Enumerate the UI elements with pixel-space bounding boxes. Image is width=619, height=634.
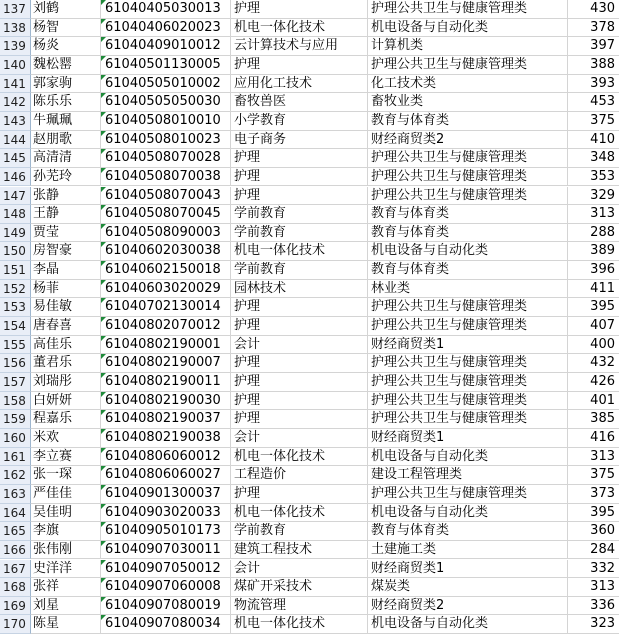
row-header[interactable]: 167 xyxy=(0,560,31,579)
major-cell[interactable]: 学前教育 xyxy=(231,205,368,224)
score-cell[interactable]: 348 xyxy=(568,149,619,168)
name-cell[interactable]: 贾莹 xyxy=(31,224,101,243)
major-cell[interactable]: 机电一体化技术 xyxy=(231,615,368,634)
score-cell[interactable]: 416 xyxy=(568,429,619,448)
major-cell[interactable]: 电子商务 xyxy=(231,131,368,150)
table-row xyxy=(0,261,619,280)
id-cell[interactable]: 61040802190011 xyxy=(101,373,231,392)
major-cell[interactable]: 护理 xyxy=(231,56,368,75)
row-header[interactable]: 158 xyxy=(0,392,31,411)
name-cell[interactable]: 刘瑞彤 xyxy=(31,373,101,392)
score-cell[interactable]: 378 xyxy=(568,19,619,38)
category-cell[interactable]: 护理公共卫生与健康管理类 xyxy=(368,56,568,75)
table-row xyxy=(0,280,619,299)
id-cell[interactable]: 61040505050030 xyxy=(101,93,231,112)
id-cell[interactable]: 61040802190030 xyxy=(101,392,231,411)
score-cell[interactable]: 453 xyxy=(568,93,619,112)
table-row xyxy=(0,37,619,56)
name-cell[interactable]: 高佳乐 xyxy=(31,336,101,355)
category-cell[interactable]: 财经商贸类2 xyxy=(368,131,568,150)
table-row xyxy=(0,541,619,560)
score-cell[interactable]: 313 xyxy=(568,578,619,597)
table-row xyxy=(0,205,619,224)
category-cell[interactable]: 护理公共卫生与健康管理类 xyxy=(368,0,568,19)
row-header[interactable]: 169 xyxy=(0,597,31,616)
score-cell[interactable]: 323 xyxy=(568,615,619,634)
id-cell[interactable]: 61040406020023 xyxy=(101,19,231,38)
category-cell[interactable]: 机电设备与自动化类 xyxy=(368,448,568,467)
score-cell[interactable]: 375 xyxy=(568,466,619,485)
name-cell[interactable]: 易佳敏 xyxy=(31,298,101,317)
name-cell[interactable]: 董君乐 xyxy=(31,354,101,373)
row-header[interactable]: 154 xyxy=(0,317,31,336)
major-cell[interactable]: 学前教育 xyxy=(231,522,368,541)
category-cell[interactable]: 护理公共卫生与健康管理类 xyxy=(368,298,568,317)
major-cell[interactable]: 护理 xyxy=(231,187,368,206)
category-cell[interactable]: 教育与体育类 xyxy=(368,522,568,541)
name-cell[interactable]: 李旗 xyxy=(31,522,101,541)
score-cell[interactable]: 426 xyxy=(568,373,619,392)
name-cell[interactable]: 张伟刚 xyxy=(31,541,101,560)
name-cell[interactable]: 王静 xyxy=(31,205,101,224)
row-header[interactable]: 138 xyxy=(0,19,31,38)
score-cell[interactable]: 313 xyxy=(568,205,619,224)
major-cell[interactable]: 机电一体化技术 xyxy=(231,242,368,261)
major-cell[interactable]: 小学教育 xyxy=(231,112,368,131)
row-header[interactable]: 139 xyxy=(0,37,31,56)
id-cell[interactable]: 61040508070043 xyxy=(101,187,231,206)
score-cell[interactable]: 389 xyxy=(568,242,619,261)
table-row xyxy=(0,410,619,429)
major-cell[interactable]: 物流管理 xyxy=(231,597,368,616)
row-header[interactable]: 159 xyxy=(0,410,31,429)
name-cell[interactable]: 赵朋歌 xyxy=(31,131,101,150)
name-cell[interactable]: 唐春喜 xyxy=(31,317,101,336)
score-cell[interactable]: 430 xyxy=(568,0,619,19)
score-cell[interactable]: 336 xyxy=(568,597,619,616)
score-cell[interactable]: 397 xyxy=(568,37,619,56)
category-cell[interactable]: 林业类 xyxy=(368,280,568,299)
row-header[interactable]: 151 xyxy=(0,261,31,280)
table-row xyxy=(0,597,619,616)
row-header[interactable]: 161 xyxy=(0,448,31,467)
name-cell[interactable]: 郭家驹 xyxy=(31,75,101,94)
id-cell[interactable]: 61040802190037 xyxy=(101,410,231,429)
row-header[interactable]: 166 xyxy=(0,541,31,560)
name-cell[interactable]: 刘鹤 xyxy=(31,0,101,19)
major-cell[interactable]: 护理 xyxy=(231,317,368,336)
id-cell[interactable]: 61040603020029 xyxy=(101,280,231,299)
score-cell[interactable]: 395 xyxy=(568,298,619,317)
score-cell[interactable]: 396 xyxy=(568,261,619,280)
score-cell[interactable]: 375 xyxy=(568,112,619,131)
major-cell[interactable]: 护理 xyxy=(231,168,368,187)
major-cell[interactable]: 会计 xyxy=(231,336,368,355)
name-cell[interactable]: 张一琛 xyxy=(31,466,101,485)
name-cell[interactable]: 孙芜玲 xyxy=(31,168,101,187)
name-cell[interactable]: 严佳佳 xyxy=(31,485,101,504)
id-cell[interactable]: 61040409010012 xyxy=(101,37,231,56)
id-cell[interactable]: 61040907030011 xyxy=(101,541,231,560)
table-row xyxy=(0,56,619,75)
category-cell[interactable]: 护理公共卫生与健康管理类 xyxy=(368,392,568,411)
id-cell[interactable]: 61040802190001 xyxy=(101,336,231,355)
row-header[interactable]: 147 xyxy=(0,187,31,206)
id-cell[interactable]: 61040903020033 xyxy=(101,504,231,523)
category-cell[interactable]: 教育与体育类 xyxy=(368,224,568,243)
row-header[interactable]: 155 xyxy=(0,336,31,355)
name-cell[interactable]: 吴佳明 xyxy=(31,504,101,523)
score-cell[interactable]: 410 xyxy=(568,131,619,150)
score-cell[interactable]: 407 xyxy=(568,317,619,336)
major-cell[interactable]: 园林技术 xyxy=(231,280,368,299)
category-cell[interactable]: 护理公共卫生与健康管理类 xyxy=(368,149,568,168)
table-row xyxy=(0,93,619,112)
category-cell[interactable]: 土建施工类 xyxy=(368,541,568,560)
score-cell[interactable]: 393 xyxy=(568,75,619,94)
row-header[interactable]: 141 xyxy=(0,75,31,94)
category-cell[interactable]: 教育与体育类 xyxy=(368,261,568,280)
row-header[interactable]: 152 xyxy=(0,280,31,299)
row-header[interactable]: 163 xyxy=(0,485,31,504)
table-row xyxy=(0,466,619,485)
table-row xyxy=(0,19,619,38)
id-cell[interactable]: 61040508090003 xyxy=(101,224,231,243)
major-cell[interactable]: 护理 xyxy=(231,0,368,19)
score-cell[interactable]: 401 xyxy=(568,392,619,411)
id-cell[interactable]: 61040508010023 xyxy=(101,131,231,150)
row-header[interactable]: 142 xyxy=(0,93,31,112)
category-cell[interactable]: 机电设备与自动化类 xyxy=(368,242,568,261)
row-header[interactable]: 137 xyxy=(0,0,31,19)
score-cell[interactable]: 284 xyxy=(568,541,619,560)
score-cell[interactable]: 395 xyxy=(568,504,619,523)
name-cell[interactable]: 魏松罂 xyxy=(31,56,101,75)
name-cell[interactable]: 程嘉乐 xyxy=(31,410,101,429)
major-cell[interactable]: 机电一体化技术 xyxy=(231,448,368,467)
row-header[interactable]: 157 xyxy=(0,373,31,392)
major-cell[interactable]: 应用化工技术 xyxy=(231,75,368,94)
id-cell[interactable]: 61040907060008 xyxy=(101,578,231,597)
score-cell[interactable]: 432 xyxy=(568,354,619,373)
id-cell[interactable]: 61040907080019 xyxy=(101,597,231,616)
id-cell[interactable]: 61040501130005 xyxy=(101,56,231,75)
score-cell[interactable]: 411 xyxy=(568,280,619,299)
name-cell[interactable]: 白妍妍 xyxy=(31,392,101,411)
score-cell[interactable]: 329 xyxy=(568,187,619,206)
table-row xyxy=(0,392,619,411)
name-cell[interactable]: 房智豪 xyxy=(31,242,101,261)
id-cell[interactable]: 61040907050012 xyxy=(101,560,231,579)
row-header[interactable]: 165 xyxy=(0,522,31,541)
score-cell[interactable]: 388 xyxy=(568,56,619,75)
score-cell[interactable]: 288 xyxy=(568,224,619,243)
category-cell[interactable]: 化工技术类 xyxy=(368,75,568,94)
category-cell[interactable]: 护理公共卫生与健康管理类 xyxy=(368,187,568,206)
id-cell[interactable]: 61040905010173 xyxy=(101,522,231,541)
category-cell[interactable]: 护理公共卫生与健康管理类 xyxy=(368,168,568,187)
row-header[interactable]: 140 xyxy=(0,56,31,75)
table-row xyxy=(0,448,619,467)
row-header[interactable]: 170 xyxy=(0,615,31,634)
category-cell[interactable]: 机电设备与自动化类 xyxy=(368,504,568,523)
table-row xyxy=(0,504,619,523)
score-cell[interactable]: 385 xyxy=(568,410,619,429)
major-cell[interactable]: 护理 xyxy=(231,485,368,504)
name-cell[interactable]: 李晶 xyxy=(31,261,101,280)
major-cell[interactable]: 工程造价 xyxy=(231,466,368,485)
score-cell[interactable]: 332 xyxy=(568,560,619,579)
table-row xyxy=(0,615,619,634)
category-cell[interactable]: 护理公共卫生与健康管理类 xyxy=(368,354,568,373)
major-cell[interactable]: 护理 xyxy=(231,298,368,317)
name-cell[interactable]: 高清清 xyxy=(31,149,101,168)
table-row xyxy=(0,578,619,597)
category-cell[interactable]: 护理公共卫生与健康管理类 xyxy=(368,317,568,336)
category-cell[interactable]: 护理公共卫生与健康管理类 xyxy=(368,373,568,392)
category-cell[interactable]: 财经商贸类1 xyxy=(368,429,568,448)
name-cell[interactable]: 刘星 xyxy=(31,597,101,616)
id-cell[interactable]: 61040602150018 xyxy=(101,261,231,280)
major-cell[interactable]: 畜牧兽医 xyxy=(231,93,368,112)
major-cell[interactable]: 机电一体化技术 xyxy=(231,504,368,523)
category-cell[interactable]: 教育与体育类 xyxy=(368,112,568,131)
name-cell[interactable]: 张祥 xyxy=(31,578,101,597)
id-cell[interactable]: 61040602030038 xyxy=(101,242,231,261)
score-cell[interactable]: 373 xyxy=(568,485,619,504)
row-header[interactable]: 148 xyxy=(0,205,31,224)
major-cell[interactable]: 会计 xyxy=(231,560,368,579)
category-cell[interactable]: 计算机类 xyxy=(368,37,568,56)
id-cell[interactable]: 61040702130014 xyxy=(101,298,231,317)
table-row xyxy=(0,373,619,392)
score-cell[interactable]: 360 xyxy=(568,522,619,541)
name-cell[interactable]: 陈乐乐 xyxy=(31,93,101,112)
category-cell[interactable]: 财经商贸类1 xyxy=(368,336,568,355)
id-cell[interactable]: 61040505010002 xyxy=(101,75,231,94)
table-row xyxy=(0,0,619,19)
name-cell[interactable]: 陈星 xyxy=(31,615,101,634)
row-header[interactable]: 164 xyxy=(0,504,31,523)
category-cell[interactable]: 建设工程管理类 xyxy=(368,466,568,485)
id-cell[interactable]: 61040802190007 xyxy=(101,354,231,373)
id-cell[interactable]: 61040907080034 xyxy=(101,615,231,634)
name-cell[interactable]: 杨菲 xyxy=(31,280,101,299)
major-cell[interactable]: 护理 xyxy=(231,410,368,429)
id-cell[interactable]: 61040508070045 xyxy=(101,205,231,224)
id-cell[interactable]: 61040405030013 xyxy=(101,0,231,19)
category-cell[interactable]: 畜牧业类 xyxy=(368,93,568,112)
table-row xyxy=(0,112,619,131)
row-header[interactable]: 149 xyxy=(0,224,31,243)
row-header[interactable]: 168 xyxy=(0,578,31,597)
major-cell[interactable]: 会计 xyxy=(231,429,368,448)
table-row xyxy=(0,298,619,317)
score-cell[interactable]: 400 xyxy=(568,336,619,355)
major-cell[interactable]: 护理 xyxy=(231,354,368,373)
name-cell[interactable]: 米欢 xyxy=(31,429,101,448)
score-cell[interactable]: 353 xyxy=(568,168,619,187)
major-cell[interactable]: 建筑工程技术 xyxy=(231,541,368,560)
table-row xyxy=(0,187,619,206)
major-cell[interactable]: 机电一体化技术 xyxy=(231,19,368,38)
id-cell[interactable]: 61040806060027 xyxy=(101,466,231,485)
category-cell[interactable]: 机电设备与自动化类 xyxy=(368,19,568,38)
id-cell[interactable]: 61040508010010 xyxy=(101,112,231,131)
table-row xyxy=(0,131,619,150)
id-cell[interactable]: 61040802070012 xyxy=(101,317,231,336)
row-header[interactable]: 145 xyxy=(0,149,31,168)
row-header[interactable]: 144 xyxy=(0,131,31,150)
row-header[interactable]: 143 xyxy=(0,112,31,131)
category-cell[interactable]: 护理公共卫生与健康管理类 xyxy=(368,485,568,504)
id-cell[interactable]: 61040802190038 xyxy=(101,429,231,448)
name-cell[interactable]: 张静 xyxy=(31,187,101,206)
major-cell[interactable]: 云计算技术与应用 xyxy=(231,37,368,56)
table-row xyxy=(0,429,619,448)
id-cell[interactable]: 61040806060012 xyxy=(101,448,231,467)
major-cell[interactable]: 学前教育 xyxy=(231,261,368,280)
score-cell[interactable]: 313 xyxy=(568,448,619,467)
table-row xyxy=(0,485,619,504)
table-row xyxy=(0,242,619,261)
table-row xyxy=(0,224,619,243)
category-cell[interactable]: 财经商贸类2 xyxy=(368,597,568,616)
row-header[interactable]: 156 xyxy=(0,354,31,373)
row-header[interactable]: 153 xyxy=(0,298,31,317)
category-cell[interactable]: 教育与体育类 xyxy=(368,205,568,224)
table-row xyxy=(0,336,619,355)
table-row xyxy=(0,317,619,336)
name-cell[interactable]: 牛珮珮 xyxy=(31,112,101,131)
major-cell[interactable]: 护理 xyxy=(231,149,368,168)
id-cell[interactable]: 61040508070038 xyxy=(101,168,231,187)
table-row xyxy=(0,560,619,579)
name-cell[interactable]: 杨炎 xyxy=(31,37,101,56)
id-cell[interactable]: 61040508070028 xyxy=(101,149,231,168)
category-cell[interactable]: 财经商贸类1 xyxy=(368,560,568,579)
category-cell[interactable]: 煤炭类 xyxy=(368,578,568,597)
row-header[interactable]: 150 xyxy=(0,242,31,261)
major-cell[interactable]: 护理 xyxy=(231,392,368,411)
table-row xyxy=(0,149,619,168)
category-cell[interactable]: 护理公共卫生与健康管理类 xyxy=(368,410,568,429)
table-row xyxy=(0,75,619,94)
major-cell[interactable]: 煤矿开采技术 xyxy=(231,578,368,597)
name-cell[interactable]: 史洋洋 xyxy=(31,560,101,579)
name-cell[interactable]: 杨智 xyxy=(31,19,101,38)
row-header[interactable]: 146 xyxy=(0,168,31,187)
row-header[interactable]: 160 xyxy=(0,429,31,448)
major-cell[interactable]: 学前教育 xyxy=(231,224,368,243)
name-cell[interactable]: 李立赛 xyxy=(31,448,101,467)
id-cell[interactable]: 61040901300037 xyxy=(101,485,231,504)
category-cell[interactable]: 机电设备与自动化类 xyxy=(368,615,568,634)
row-header[interactable]: 162 xyxy=(0,466,31,485)
table-row xyxy=(0,168,619,187)
table-row xyxy=(0,522,619,541)
table-row xyxy=(0,354,619,373)
major-cell[interactable]: 护理 xyxy=(231,373,368,392)
